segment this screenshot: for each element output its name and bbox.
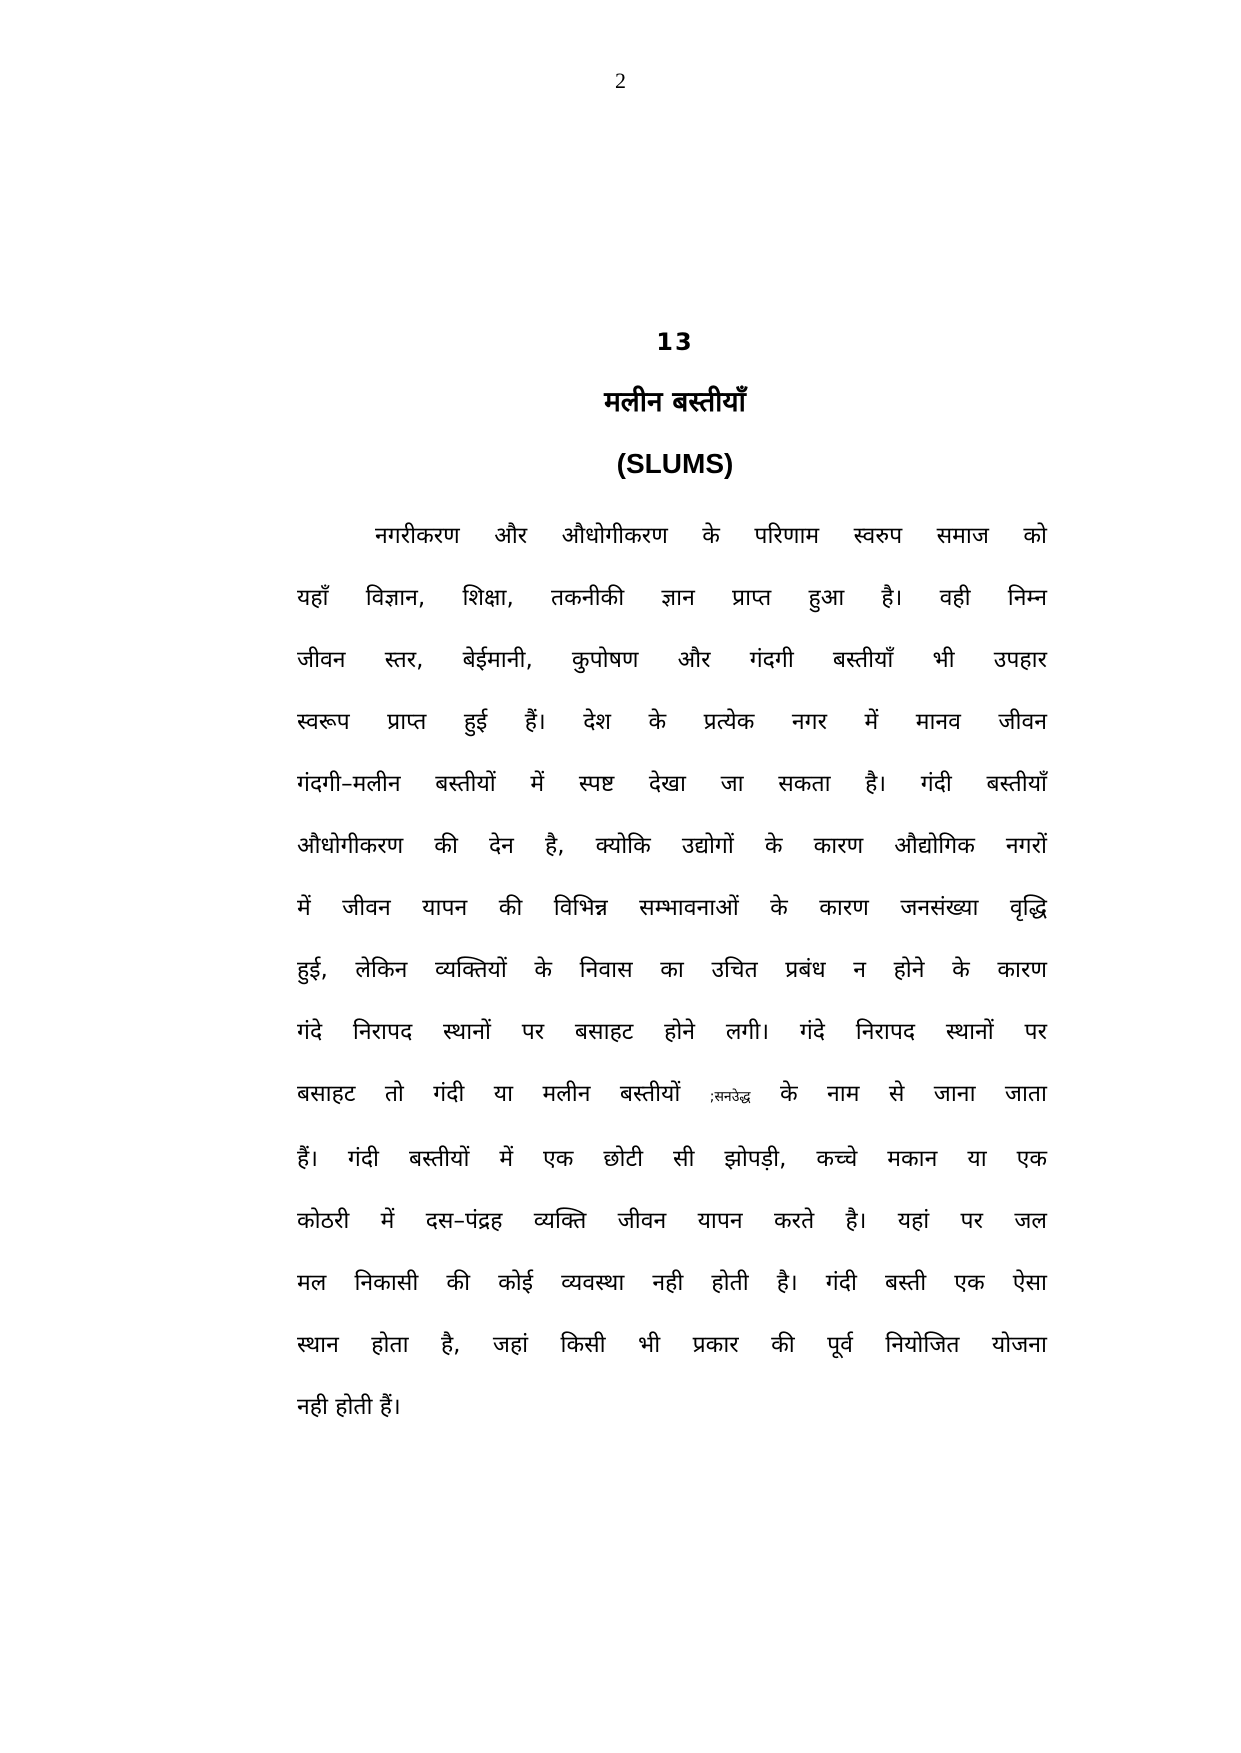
line-segment: के नाम से जाना जाता	[779, 1081, 1048, 1107]
paragraph-line: हैं। गंदी बस्तीयों में एक छोटी सी झोपड़ी, कच्चे मकान या एक	[297, 1146, 1047, 1172]
paragraph-line-mixed	[297, 1063, 1047, 1128]
paragraph-line: स्वरूप प्राप्त हुई हैं। देश के प्रत्येक नगर में मानव जीवन	[297, 709, 1047, 735]
chapter-subtitle: (SLUMS)	[616, 448, 734, 479]
paragraph-line: यहाँ विज्ञान, शिक्षा, तकनीकी ज्ञान प्राप्त हुआ है। वही निम्न	[297, 585, 1047, 611]
paragraph-line: में जीवन यापन की विभिन्न सम्भावनाओं के कारण जनसंख्या वृद्धि	[297, 895, 1047, 921]
page-number: 2	[615, 68, 626, 93]
paragraph-line: जीवन स्तर, बेईमानी, कुपोषण और गंदगी बस्तीयाँ भी उपहार	[297, 647, 1047, 673]
paragraph-line: गंदे निरापद स्थानों पर बसाहट होने लगी। गंदे निरापद स्थानों पर	[297, 1019, 1047, 1045]
paragraph-line: औधोगीकरण की देन है, क्योकि उद्योगों के कारण औद्योगिक नगरों	[297, 833, 1047, 859]
paragraph-line: कोठरी में दस–पंद्रह व्यक्ति जीवन यापन करते है। यहां पर जल	[297, 1208, 1047, 1234]
paragraph-line: मल निकासी की कोई व्यवस्था नही होती है। गंदी बस्ती एक ऐसा	[297, 1270, 1047, 1296]
body-paragraph	[297, 505, 1047, 1438]
paragraph-line: नही होती हैं।	[297, 1394, 401, 1420]
chapter-title: मलीन बस्तीयाँ	[604, 385, 746, 418]
chapter-number: 13	[656, 328, 694, 356]
garbled-text: ;सनउेद्ध	[709, 1089, 751, 1105]
paragraph-line: गंदगी–मलीन बस्तीयों में स्पष्ट देखा जा सकता है। गंदी बस्तीयाँ	[297, 771, 1047, 797]
paragraph-line: नगरीकरण और औधोगीकरण के परिणाम स्वरुप समाज को	[375, 523, 1047, 549]
paragraph-line: स्थान होता है, जहां किसी भी प्रकार की पूर्व नियोजित योजना	[297, 1332, 1047, 1358]
line-segment: बसाहट तो गंदी या मलीन बस्तीयों	[297, 1081, 681, 1107]
paragraph-line: हुई, लेकिन व्यक्तियों के निवास का उचित प्रबंध न होने के कारण	[297, 957, 1047, 983]
